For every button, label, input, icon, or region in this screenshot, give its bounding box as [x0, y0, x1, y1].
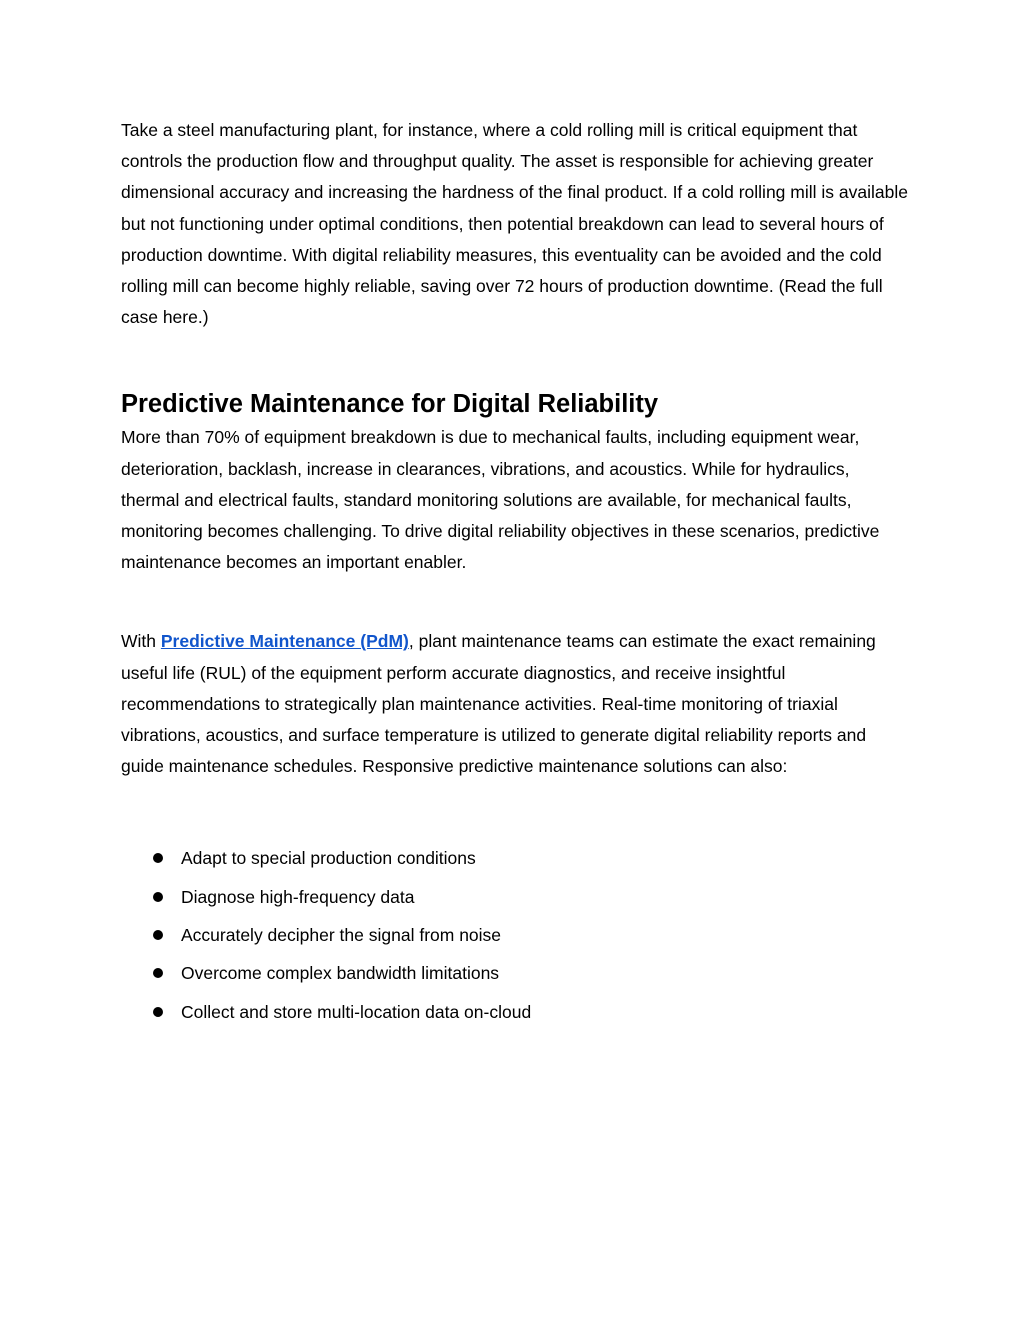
pdm-paragraph-suffix: , plant maintenance teams can estimate the exact remaining useful life (RUL) of the equipment perform accurate diagnostics, and receive insightful recommendations to strategically plan maintenance activities. Real-time monitoring of triaxial vibrations, acoustics, and surface temperature is utilized to generate digital reliability reports and guide maintenance schedules. Responsive predictive maintenance solutions can also: — [121, 631, 876, 777]
list-item-text: Diagnose high-frequency data — [181, 886, 415, 907]
list-item — [121, 847, 911, 869]
section-heading: Predictive Maintenance for Digital Reliability — [121, 390, 659, 419]
list-item-text: Accurately decipher the signal from noise — [181, 925, 502, 946]
mechanical-faults-paragraph: More than 70% of equipment breakdown is due to mechanical faults, including equipment wear, deterioration, backlash, increase in clearances, vibrations, and acoustics. While for hydraulics, thermal and electrical faults, standard monitoring solutions are available, for mechanical faults, monitoring becomes challenging. To drive digital reliability objectives in these scenarios, predictive maintenance becomes an important enabler. — [121, 427, 880, 573]
intro-paragraph: Take a steel manufacturing plant, for instance, where a cold rolling mill is critical equipment that controls the production flow and throughput quality. The asset is responsible for achieving greater dimensional accuracy and increasing the hardness of the final product. If a cold rolling mill is available but not functioning under optimal conditions, then potential breakdown can lead to several hours of production downtime. With digital reliability measures, this eventuality can be avoided and the cold rolling mill can become highly reliable, saving over 72 hours of production downtime. (Read the full case here.) — [121, 120, 908, 328]
bullet-icon — [153, 1007, 163, 1017]
list-item-text: Adapt to special production conditions — [181, 848, 476, 869]
predictive-maintenance-link[interactable]: Predictive Maintenance (PdM) — [160, 631, 409, 652]
list-item-text: Overcome complex bandwidth limitations — [181, 963, 500, 984]
bullet-icon — [153, 892, 163, 902]
bullet-icon — [153, 930, 163, 940]
capabilities-list — [121, 847, 911, 1022]
list-item — [121, 1001, 911, 1023]
pdm-paragraph-prefix: With — [121, 631, 161, 652]
bullet-icon — [153, 968, 163, 978]
list-item — [121, 924, 911, 946]
list-item-text: Collect and store multi-location data on-cloud — [181, 1001, 532, 1022]
pdm-paragraph — [121, 626, 911, 782]
document-page — [121, 115, 911, 1039]
list-item — [121, 962, 911, 984]
bullet-icon — [153, 853, 163, 863]
list-item — [121, 886, 911, 908]
